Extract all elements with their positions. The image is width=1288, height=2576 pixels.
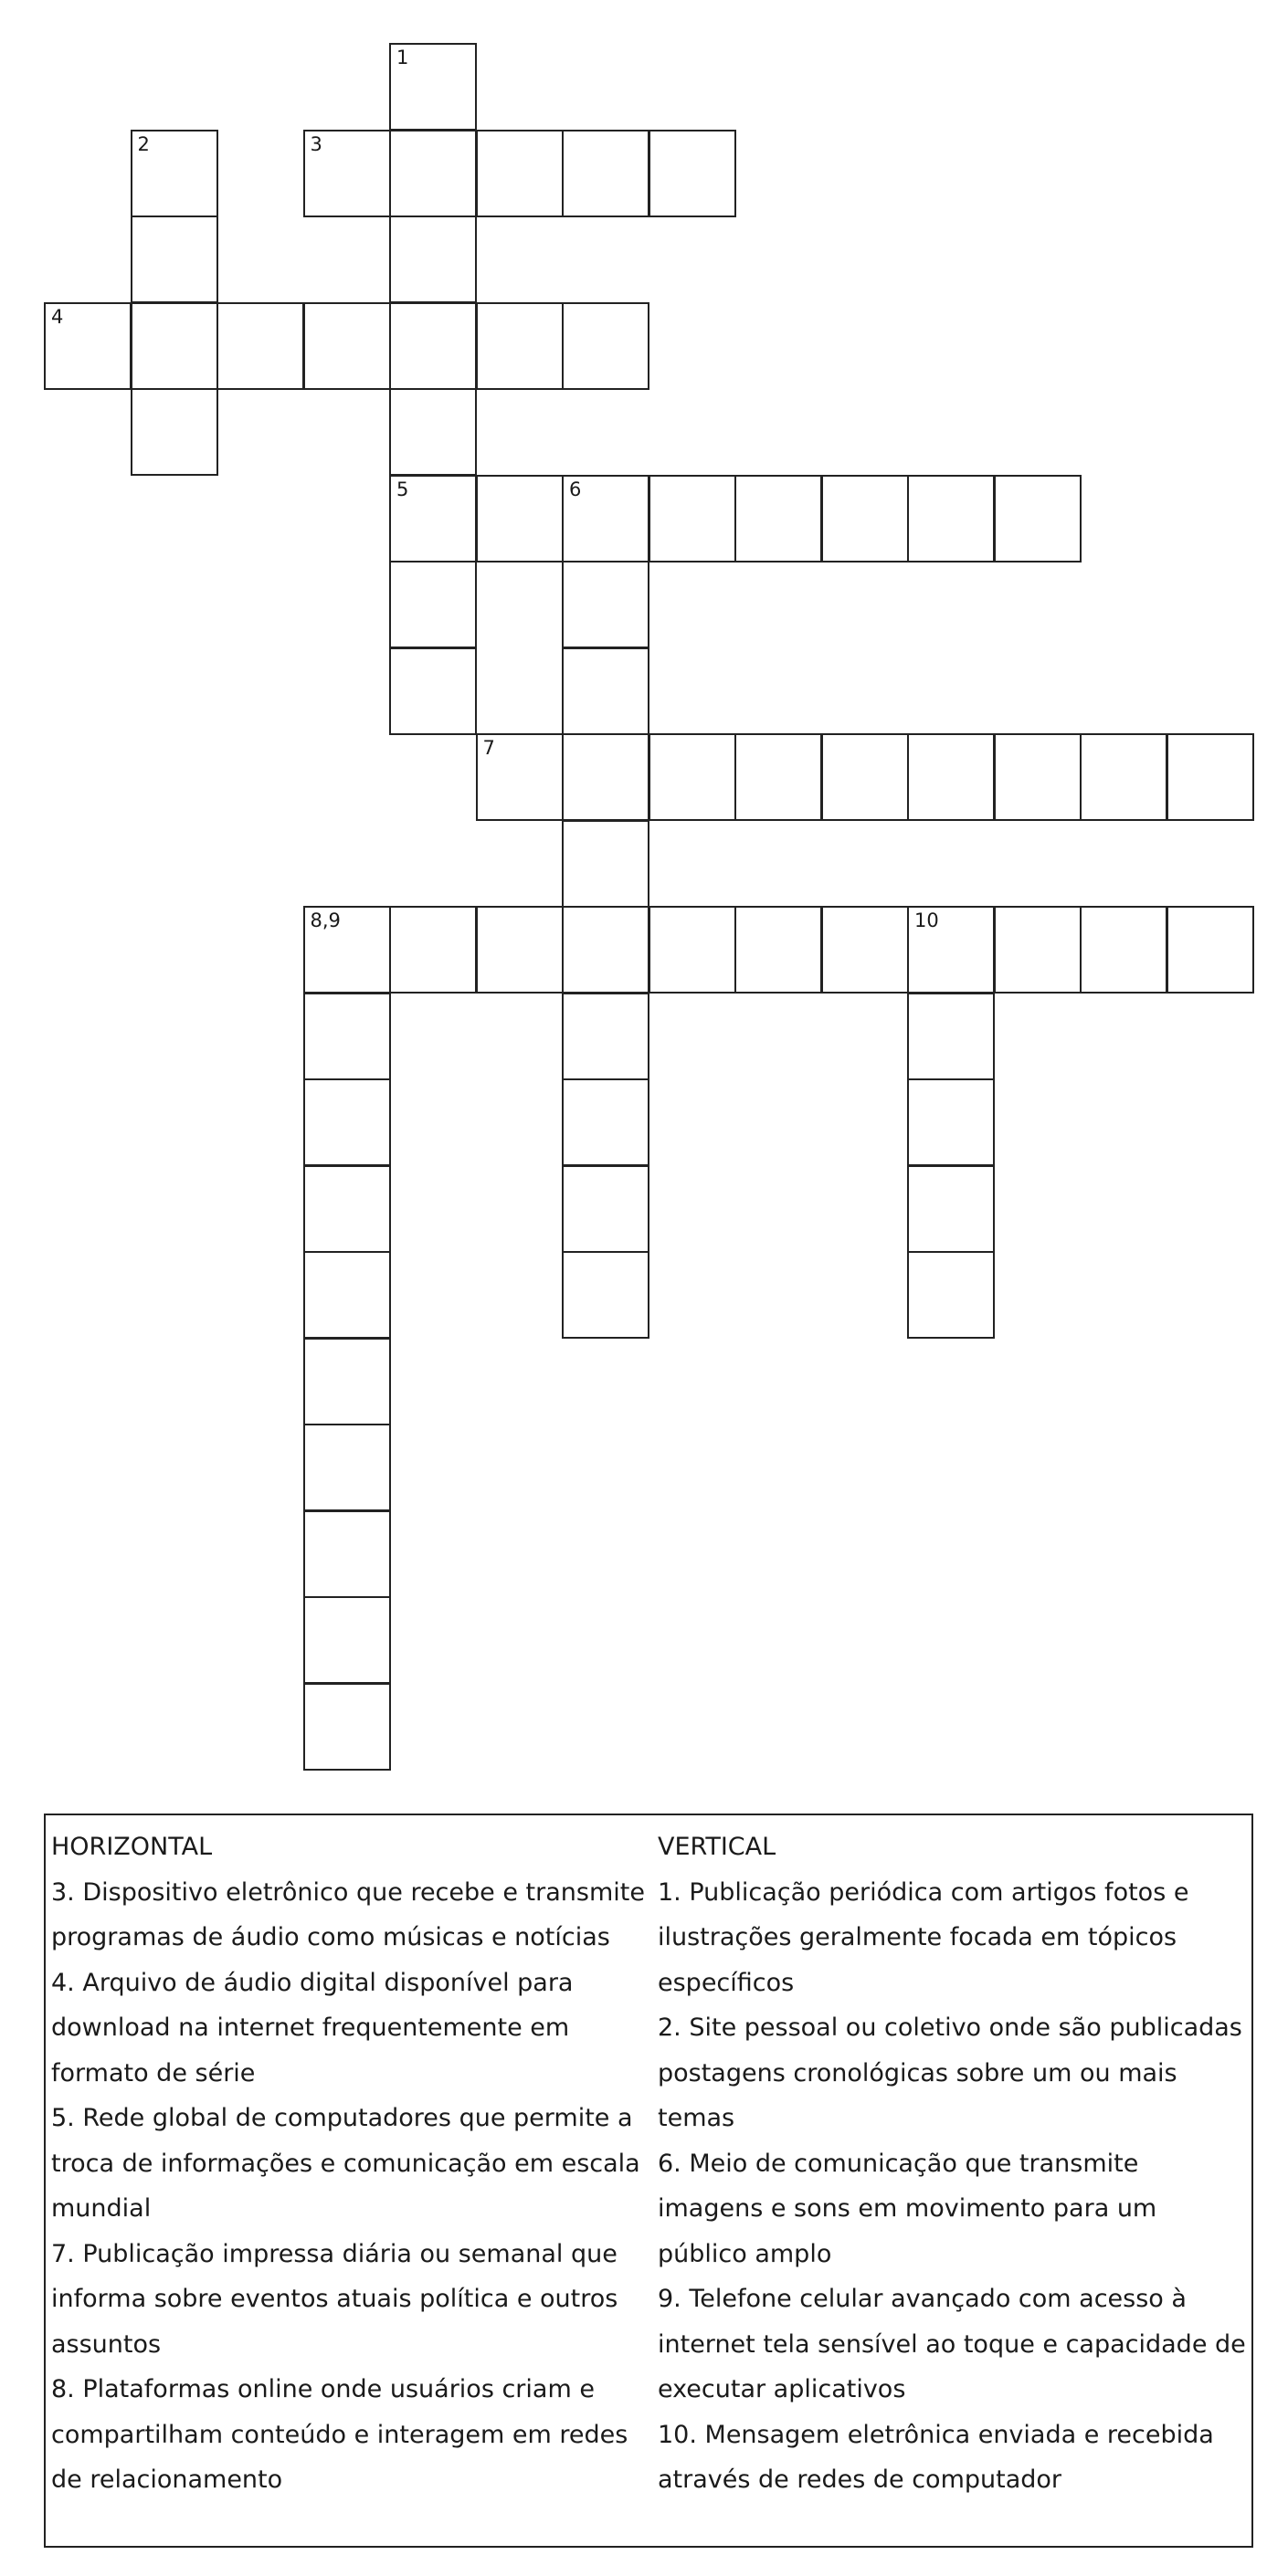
crossword-cell[interactable] <box>562 130 649 217</box>
crossword-cell[interactable] <box>389 302 477 390</box>
crossword-cell[interactable] <box>476 130 564 217</box>
clue-number: 5 <box>396 478 409 500</box>
crossword-cell[interactable] <box>1167 733 1254 821</box>
clues-panel <box>44 1814 1253 2548</box>
crossword-cell[interactable] <box>303 130 391 217</box>
clue-across-3: 3. Dispositivo eletrônico que recebe e transmite programas de áudio como músicas e notícias <box>51 1877 645 1951</box>
clue-number: 2 <box>137 132 150 155</box>
horizontal-heading: HORIZONTAL <box>51 1833 213 1861</box>
crossword-cell[interactable] <box>389 647 477 735</box>
clue-down-1: 1. Publicação periódica com artigos fotos e ilustrações geralmente focada em tópicos específicos <box>658 1877 1189 1997</box>
clue-number: 4 <box>51 305 64 328</box>
vertical-clues-column <box>658 1824 1251 2503</box>
clue-across-8: 8. Plataformas online onde usuários criam e compartilham conteúdo e interagem em redes de relacionamento <box>51 2375 628 2494</box>
crossword-cell[interactable] <box>303 993 391 1080</box>
clue-number: 10 <box>914 909 939 931</box>
crossword-cell[interactable] <box>994 475 1082 563</box>
crossword-cell[interactable] <box>131 388 218 476</box>
crossword-cell[interactable] <box>907 1078 995 1166</box>
crossword-cell[interactable] <box>562 561 649 648</box>
crossword-cell[interactable] <box>1080 733 1167 821</box>
crossword-cell[interactable] <box>907 906 995 994</box>
crossword-cell[interactable] <box>1080 906 1167 994</box>
crossword-cell[interactable] <box>821 906 909 994</box>
clue-down-6: 6. Meio de comunicação que transmite imagens e sons em movimento para um público amplo <box>658 2149 1157 2268</box>
crossword-cell[interactable] <box>389 130 477 217</box>
clue-across-7: 7. Publicação impressa diária ou semanal que informa sobre eventos atuais política e outros assuntos <box>51 2239 618 2359</box>
crossword-cell[interactable] <box>994 906 1082 994</box>
clue-number: 7 <box>482 737 495 759</box>
crossword-cell[interactable] <box>389 43 477 131</box>
crossword-cell[interactable] <box>476 906 564 994</box>
crossword-cell[interactable] <box>476 302 564 390</box>
crossword-cell[interactable] <box>562 1165 649 1253</box>
clue-number: 3 <box>310 132 322 155</box>
crossword-cell[interactable] <box>562 475 649 563</box>
crossword-cell[interactable] <box>389 475 477 563</box>
clue-down-2: 2. Site pessoal ou coletivo onde são publicadas postagens cronológicas sobre um ou mais temas <box>658 2013 1242 2132</box>
crossword-cell[interactable] <box>562 1078 649 1166</box>
crossword-cell[interactable] <box>44 302 132 390</box>
crossword-cell[interactable] <box>649 130 736 217</box>
crossword-cell[interactable] <box>562 993 649 1080</box>
crossword-cell[interactable] <box>303 1338 391 1425</box>
crossword-cell[interactable] <box>562 820 649 908</box>
crossword-cell[interactable] <box>821 475 909 563</box>
crossword-cell[interactable] <box>562 1251 649 1339</box>
clue-down-9: 9. Telefone celular avançado com acesso à internet tela sensível ao toque e capacidade de executar aplicativos <box>658 2285 1246 2403</box>
crossword-cell[interactable] <box>389 216 477 303</box>
crossword-cell[interactable] <box>303 906 391 994</box>
crossword-cell[interactable] <box>907 475 995 563</box>
horizontal-clues-column <box>51 1824 645 2503</box>
crossword-cell[interactable] <box>734 475 822 563</box>
crossword-cell[interactable] <box>649 906 736 994</box>
crossword-cell[interactable] <box>994 733 1082 821</box>
crossword-cell[interactable] <box>734 733 822 821</box>
crossword-cell[interactable] <box>389 906 477 994</box>
crossword-cell[interactable] <box>389 561 477 648</box>
crossword-cell[interactable] <box>907 1165 995 1253</box>
crossword-cell[interactable] <box>1167 906 1254 994</box>
crossword-cell[interactable] <box>562 906 649 994</box>
crossword-cell[interactable] <box>821 733 909 821</box>
crossword-cell[interactable] <box>562 302 649 390</box>
crossword-cell[interactable] <box>562 733 649 821</box>
clue-number: 1 <box>396 47 409 68</box>
crossword-cell[interactable] <box>303 302 391 390</box>
crossword-cell[interactable] <box>649 475 736 563</box>
crossword-cell[interactable] <box>303 1165 391 1253</box>
vertical-heading: VERTICAL <box>658 1833 776 1861</box>
crossword-cell[interactable] <box>303 1510 391 1598</box>
crossword-cell[interactable] <box>131 130 218 217</box>
crossword-cell[interactable] <box>562 647 649 735</box>
crossword-cell[interactable] <box>303 1251 391 1339</box>
crossword-cell[interactable] <box>649 733 736 821</box>
crossword-cell[interactable] <box>476 733 564 821</box>
crossword-cell[interactable] <box>131 216 218 303</box>
crossword-cell[interactable] <box>303 1078 391 1166</box>
crossword-cell[interactable] <box>907 993 995 1080</box>
crossword-cell[interactable] <box>216 302 304 390</box>
crossword-cell[interactable] <box>303 1424 391 1511</box>
crossword-cell[interactable] <box>303 1596 391 1684</box>
clue-across-4: 4. Arquivo de áudio digital disponível para download na internet frequentemente em formato de série <box>51 1968 574 2087</box>
crossword-cell[interactable] <box>734 906 822 994</box>
clue-down-10: 10. Mensagem eletrônica enviada e recebida através de redes de computador <box>658 2420 1214 2494</box>
clue-across-5: 5. Rede global de computadores que permite a troca de informações e comunicação em escala mundial <box>51 2104 640 2223</box>
crossword-cell[interactable] <box>907 1251 995 1339</box>
crossword-cell[interactable] <box>303 1683 391 1771</box>
crossword-cell[interactable] <box>907 733 995 821</box>
crossword-cell[interactable] <box>131 302 218 390</box>
crossword-cell[interactable] <box>389 388 477 476</box>
crossword-cell[interactable] <box>476 475 564 563</box>
clue-number: 8,9 <box>310 909 341 931</box>
clue-number: 6 <box>569 478 582 500</box>
